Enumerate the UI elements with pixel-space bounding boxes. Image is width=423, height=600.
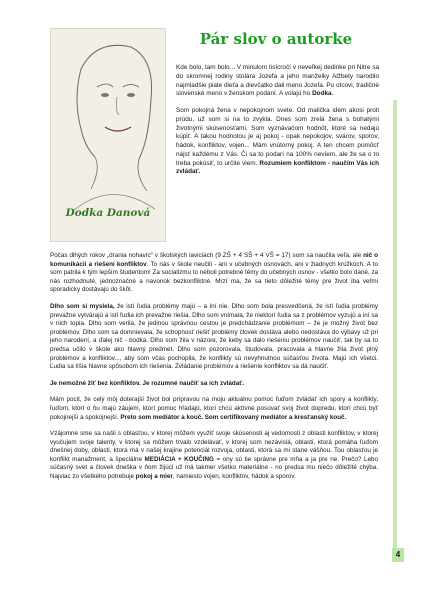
body-paragraph-education: Počas dlhých rokov „drania nohavíc“ v školských laviciach (9 ZŠ + 4 SŠ + 4 VŠ = 17) som sa naučila veľa, ale nič o komunikácii a riešení konfliktov. To nás v škole neučili - ani v učebných osnovách, ani v žiadnych krúžkoch. A to som patrila k tým lepším študentom! Za socializmu to neboli potrebné témy do učebných osnov - všetko bolo dané, za nás rozhodnuté, jednoznačné a navonok bezkonfliktné. Mrzí ma, že sa tieto dôležité témy pre život iba veľmi sporadicky dostávajú do škôl. bbox=[50, 252, 379, 294]
page-number: 4 bbox=[392, 548, 404, 562]
body-paragraph-mediator: Mám pocit, že celý môj doterajší život bol prípravou na moju aktuálnu pomoc ľuďom zvládať ich spory a konflikty, ľuďom, ktorí o ňu majú záujem, ktorí pomoc hľadajú, ktorí chcú aktívne posúvať svoj život dopredu, ktorí chcú byť pokojnejší a spokojnejší. Preto som mediátor a kouč. Som certifikovaný mediátor a kresťanský kouč. bbox=[50, 396, 378, 421]
body-text bbox=[50, 252, 378, 482]
body-paragraph-mediation: Vzájomne sme sa našli s oblasťou, v ktorej môžem využiť svoje skúsenosti aj vedomosti z oblasti konfliktov, v ktorej vyučujem svoje talenty, v ktorej sa môžem trvalo vzdelávať, v ktorej som nezávislá, oblasti, ktorá pomáha ľuďom dnešnej doby, oblasti, ktorá má v našej krajine potenciál rozvoja, oblasti, ktorá sa mi stane vášňou. Tou oblasťou je konflikt manažment, a špeciálne MEDIÁCIA + KOUČING = ony sú tie správne pre mňa a ja pre ne. Prečo? Lebo súčasný svet a človek dneška v ňom žijúci už má takmer všetko materiálne - no predsa mu niečo dôležité chýba. Najviac zo všetkého potrebuje pokoj a mier, namiesto vojen, konfliktov, hádok a sporov. bbox=[50, 430, 379, 481]
body-paragraph-beliefs: Dlho som si myslela, že istí ľudia problémy majú – a iní nie. Dlho som bola presvedčená, že istí ľudia problémy prevažne vytvárajú a istí ľudia ich prevažne riešia. Dlho som vnímala, že niektorí ľudia sa z problémov vyzujú a iní sa v nich topia. Dlho som verila, že jedinou správnou cestou je predchádzanie problémom – že je možný život bez problémov. Dlho som sa domnievala, že schopnosť riešiť problémy človek dostáva alebo nedostáva do výbavy už pri jeho narodení, a ďalej nič - bodka. Dlho som žila v názore, že keby sa dalo riešeniu problémov naučiť, tak by sa to predsa učilo v škole ako hlavný predmet. Dlho som pozorovala, študovala, pracovala a hlavne žila život plný problémov a konfliktov..., aby som včas pochopila, že konflikty sú nevyhnutnou súčasťou života. Majú ich všetci. Ľudia sa líšia hlavne spôsobom ich riešenia. Zvládanie problémov a riešenie konfliktov sa dá naučiť. bbox=[50, 302, 378, 371]
intro-paragraph-1: Kde bolo, tam bolo... V minulom tisícročí v neveľkej dedinke pri Nitre sa do skromnej rodiny stolára Jozefa a jeho manželky Alžbety narodilo najmladšie piate dieťa a dievčatko dali meno Jozefa. Po otcovi, tradičné slovenské meno v ženskom podaní. A volajú ho Dodka. bbox=[176, 64, 379, 98]
intro-paragraph-2: Som pokojná žena v nepokojnom svete. Od malička idem akosi proti prúdu, už som si na to zvykla. Dnes som zrelá žena s bohatými životnými skúsenosťami. Som vyznávačom hodnôt, ktoré sa nedajú kúpiť. A takou hodnotou je aj pokoj - opak nepokojov, svárov, sporov, hádok, konfliktov, vojen... Mám vnútorný pokoj. A ten chcem pomôcť nájsť každému z Vás. Či sa to podarí na 100% nevíem, ale že sa o to treba pokúsiť, to určite viem. Rozumiem konfliktom - naučím Vás ich zvládať. bbox=[176, 107, 379, 176]
page-title: Pár slov o autorke bbox=[199, 30, 353, 48]
margin-accent-bar bbox=[393, 100, 397, 548]
portrait-caption: Dodka Danová bbox=[65, 207, 151, 219]
body-paragraph-motto: Je nemožné žiť bez konfliktov. Je rozumné naučiť sa ich zvládať. bbox=[50, 379, 245, 387]
intro-column bbox=[176, 64, 379, 177]
author-portrait bbox=[50, 28, 166, 242]
